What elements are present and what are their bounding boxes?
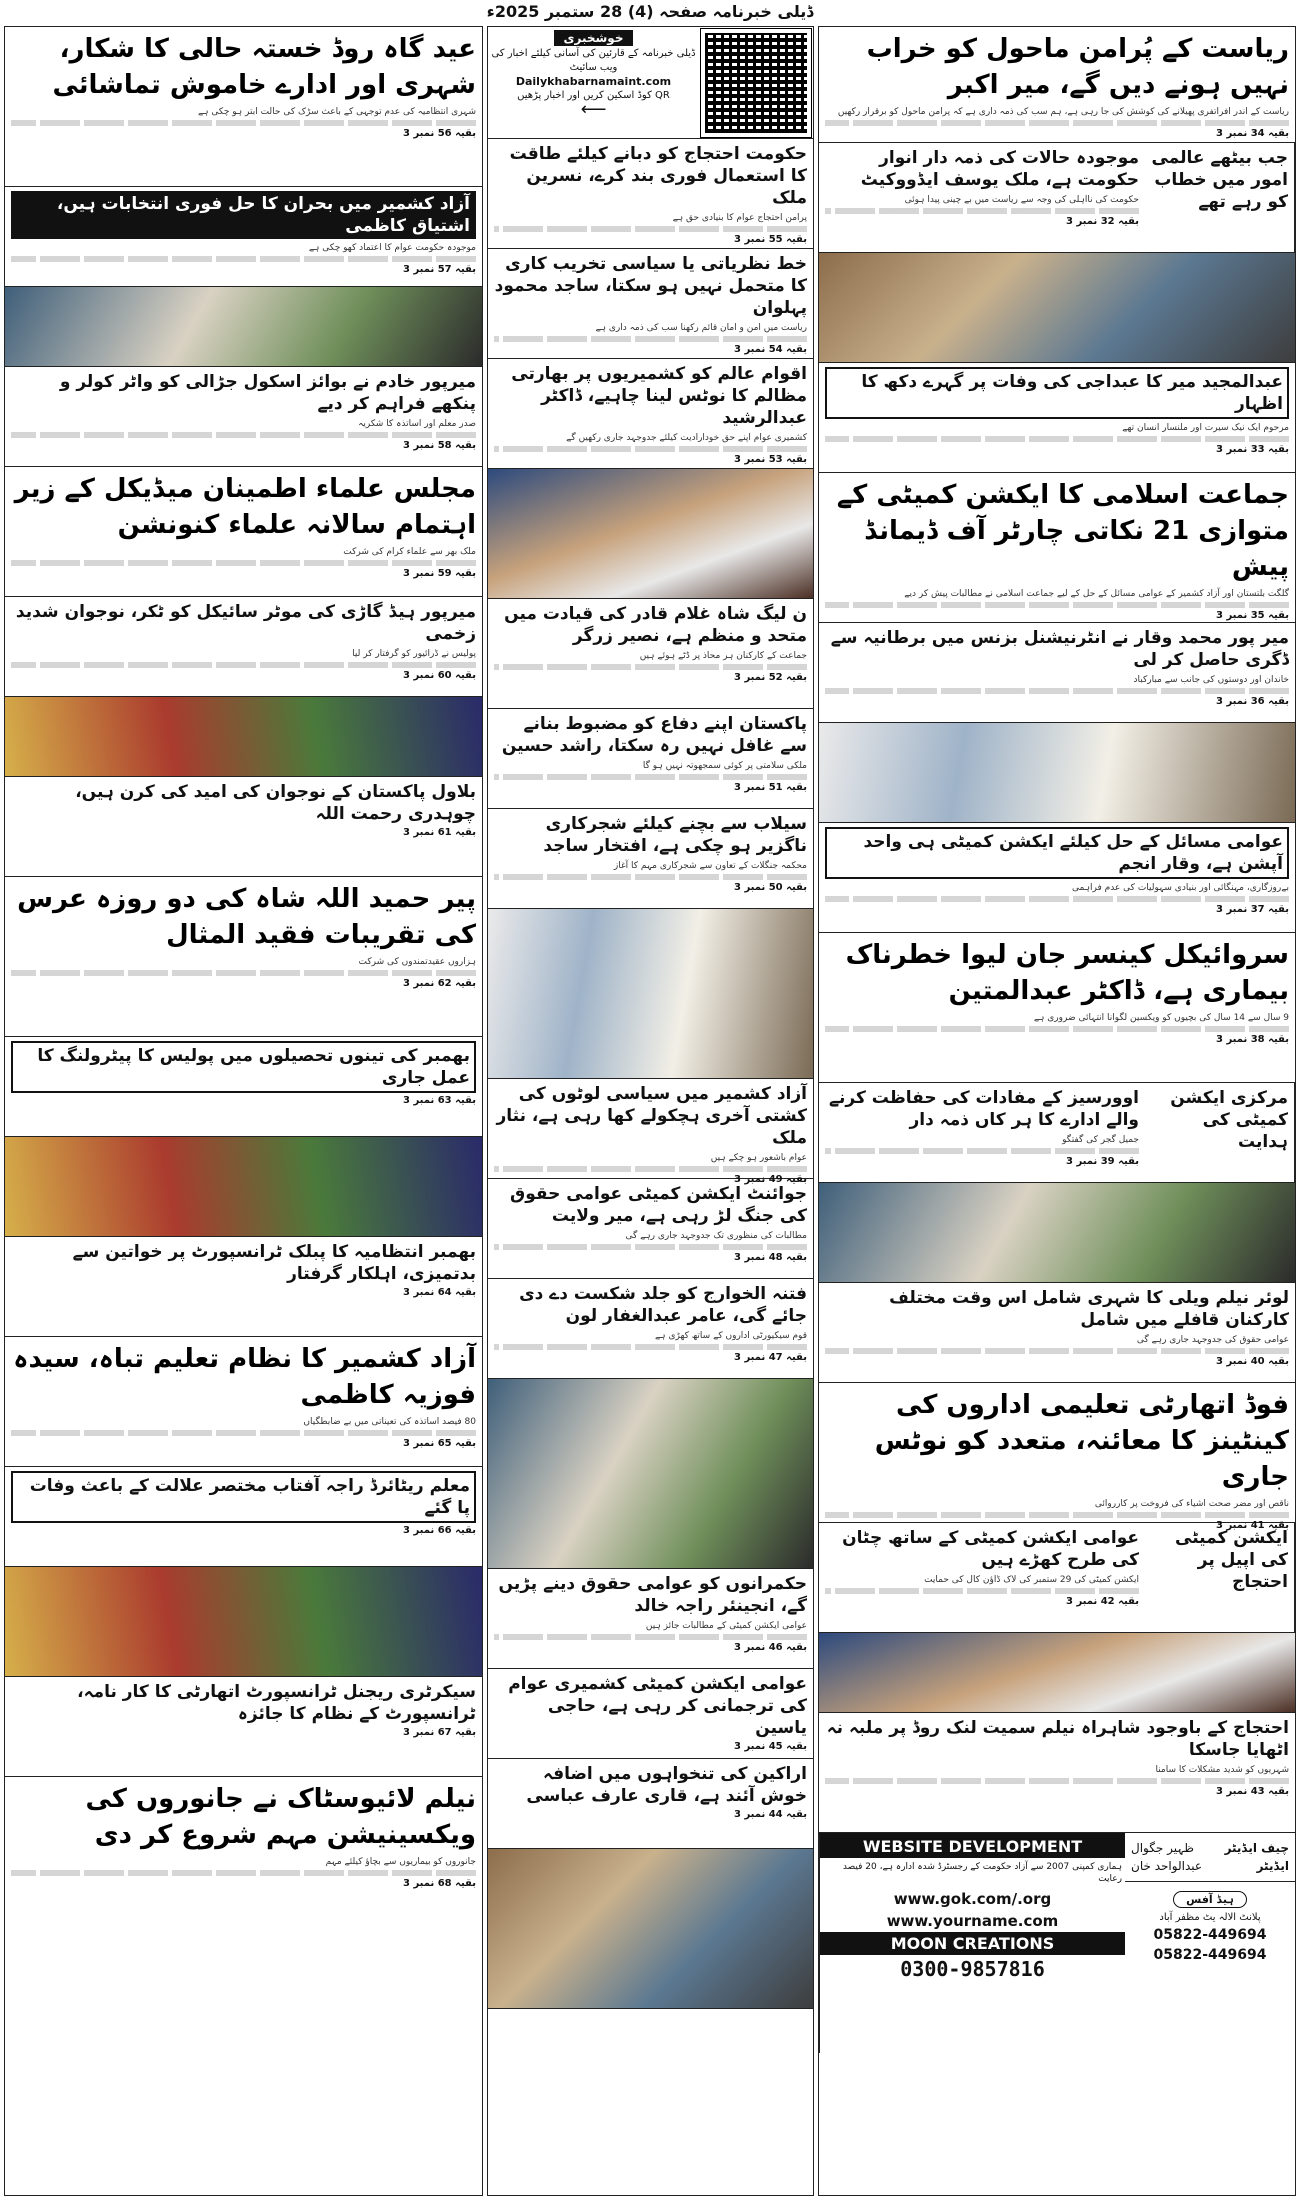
office-fax: 05822-449694 [1153,1947,1267,1963]
headline: جماعت اسلامی کا ایکشن کمیٹی کے متوازی 21 نکاتی چارٹر آف ڈیمانڈ پیش [836,480,1289,582]
ad-domain: www.gok.com/.org [893,1890,1052,1908]
middle-column [487,26,814,2196]
editor-label: ایڈیٹر [1256,1859,1289,1873]
ad-company: MOON CREATIONS [820,1932,1125,1955]
continued-note: بقیہ 39 نمبر 3 [1066,1156,1139,1167]
continued-note: بقیہ 43 نمبر 3 [1216,1786,1289,1797]
article-body: جمیل گجر کی گفتگو [825,1134,1139,1154]
website-ad [819,1833,1125,2053]
news-photo [5,1567,482,1677]
headline: ایکشن کمیٹی کی اپیل پر احتجاج [1175,1528,1288,1592]
article [819,1083,1145,1182]
continued-note: بقیہ 56 نمبر 3 [403,128,476,139]
article [488,1279,813,1379]
continued-note: بقیہ 45 نمبر 3 [734,1741,807,1752]
right-lead-article [819,27,1295,143]
article [488,249,813,359]
continued-note: بقیہ 36 نمبر 3 [1216,696,1289,707]
article-body: ملکی سلامتی پر کوئی سمجھوتہ نہیں ہو گا [494,760,807,780]
news-photo [488,1379,813,1569]
office-address: پلانٹ الالہ یٹ مظفر آباد [1159,1912,1261,1923]
continued-note: بقیہ 34 نمبر 3 [1216,128,1289,139]
article [488,1669,813,1759]
article [488,1569,813,1669]
headline: عوامی ایکشن کمیٹی کشمیری عوام کی ترجمانی کر رہی ہے، حاجی یاسین [508,1674,807,1738]
continued-note: بقیہ 52 نمبر 3 [734,672,807,683]
article-body: ایکشن کمیٹی کی 29 ستمبر کی لاک ڈاؤن کال کی حمایت [825,1574,1139,1594]
headline: بھمبر کی تینوں تحصیلوں میں پولیس کا پیٹرولنگ کا عمل جاری [11,1041,476,1093]
headline: فوڈ اتھارٹی تعلیمی اداروں کی کینٹینز کا معائنہ، متعدد کو نوٹس جاری [874,1390,1289,1492]
article-body: عوام باشعور ہو چکے ہیں [494,1152,807,1172]
continued-note: بقیہ 53 نمبر 3 [734,454,807,465]
article-body: موجودہ حکومت عوام کا اعتماد کھو چکی ہے [11,242,476,262]
right-split-3 [819,1523,1295,1633]
office-phone: 05822-449694 [1153,1927,1267,1943]
article [5,1467,482,1567]
article [5,1337,482,1467]
page-masthead: ڈیلی خبرنامہ صفحہ (4) 28 ستمبر 2025ء [486,2,814,21]
continued-note: بقیہ 32 نمبر 3 [1066,216,1139,227]
article [1145,1523,1295,1632]
article [5,367,482,467]
right-split-2 [819,1083,1295,1183]
headline: بھمبر انتظامیہ کا پبلک ٹرانسپورٹ پر خواتین سے بدتمیزی، اہلکار گرفتار [72,1242,476,1284]
article [488,1759,813,1849]
headline: احتجاج کے باوجود شاہراہ نیلم سمیت لنک روڈ پر ملبہ نہ اٹھایا جاسکا [826,1718,1289,1760]
headline: اراکین کی تنخواہوں میں اضافہ خوش آئند ہے، قاری عارف عباسی [526,1764,807,1806]
article [488,1079,813,1185]
article [5,777,482,877]
article-body: ناقص اور مضر صحت اشیاء کی فروخت پر کارروائی [825,1498,1289,1518]
continued-note: بقیہ 65 نمبر 3 [403,1438,476,1449]
continued-note: بقیہ 66 نمبر 3 [403,1525,476,1536]
article [5,1037,482,1137]
continued-note: بقیہ 48 نمبر 3 [734,1252,807,1263]
headline: نیلم لائیوسٹاک نے جانوروں کی ویکسینیشن مہم شروع کر دی [85,1784,476,1850]
qr-promo [488,27,813,139]
article-body: صدر معلم اور اساتذہ کا شکریہ [11,418,476,438]
article-body: ملک بھر سے علماء کرام کی شرکت [11,546,476,566]
article [488,709,813,809]
article [5,467,482,597]
headline: میرپور ہیڈ گاڑی کی موٹر سائیکل کو ٹکر، نوجوان شدید زخمی [15,602,476,644]
continued-note: بقیہ 60 نمبر 3 [403,670,476,681]
article [5,877,482,1037]
headline: ن لیگ شاہ غلام قادر کی قیادت میں متحد و منظم ہے، نصیر زرگر [504,604,807,646]
article-body: حکومت کی نااہلی کی وجہ سے ریاست میں بے چینی پیدا ہوئی [825,194,1139,214]
continued-note: بقیہ 41 نمبر 3 [1216,1520,1289,1531]
news-photo [819,253,1295,363]
continued-note: بقیہ 59 نمبر 3 [403,568,476,579]
news-photo [5,1137,482,1237]
qr-website[interactable]: Dailykhabarnamaint.com [515,75,672,88]
headline: پاکستان اپنے دفاع کو مضبوط بنانے سے غافل نہیں رہ سکتا، راشد حسین [501,714,807,756]
continued-note: بقیہ 37 نمبر 3 [1216,904,1289,915]
headline: پیر حمید اللہ شاہ کی دو روزہ عرس کی تقریبات فقید المثال [17,884,476,950]
continued-note: بقیہ 40 نمبر 3 [1216,1356,1289,1367]
article [488,139,813,249]
ad-phone: 0300-9857816 [900,1957,1045,1981]
chief-editor-label: چیف ایڈیٹر [1224,1841,1289,1855]
continued-note: بقیہ 57 نمبر 3 [403,264,476,275]
office-label: ہیڈ آفس [1173,1891,1247,1908]
continued-note: بقیہ 54 نمبر 3 [734,344,807,355]
left-lead-article [5,27,482,187]
headline: سیکرٹری ریجنل ٹرانسپورٹ اتھارٹی کا کار نامہ، ٹرانسپورٹ کے نظام کا جائزہ [77,1682,476,1724]
article-body: مطالبات کی منظوری تک جدوجہد جاری رہے گی [494,1230,807,1250]
article-body: جانوروں کو بیماریوں سے بچاؤ کیلئے مہم [11,1856,476,1876]
article-body: محکمہ جنگلات کے تعاون سے شجرکاری مہم کا آغاز [494,860,807,880]
article [819,143,1145,252]
article [819,1523,1145,1632]
headline: بلاول پاکستان کے نوجوان کی امید کی کرن ہیں، چوہدری رحمت اللہ [75,782,476,824]
continued-note: بقیہ 49 نمبر 3 [734,1174,807,1185]
article-body: خاندان اور دوستوں کی جانب سے مبارکباد [825,674,1289,694]
continued-note: بقیہ 38 نمبر 3 [1216,1034,1289,1045]
article [1145,1083,1295,1182]
continued-note: بقیہ 62 نمبر 3 [403,978,476,989]
article [1145,143,1295,252]
headline: آزاد کشمیر میں سیاسی لوٹوں کی کشتی آخری ہچکولے کھا رہی ہے، نثار ملک [496,1084,807,1148]
headline: خط نظریاتی یا سیاسی تخریب کاری کا متحمل نہیں ہو سکتا، ساجد محمود پہلوان [494,254,807,318]
headline: عوامی مسائل کے حل کیلئے ایکشن کمیٹی ہی واحد آپشن ہے، وقار انجم [825,827,1289,879]
news-photo [819,723,1295,823]
news-photo [488,909,813,1079]
headline: اوورسیز کے مفادات کی حفاظت کرنے والے ادارے کا ہر کاں ذمہ دار [829,1088,1139,1130]
lawyers-article [819,1283,1295,1383]
headline: میرپور خادم نے بوائز اسکول جڑالی کو واٹر کولر و پنکھے فراہم کر دیے [59,372,476,414]
qr-line-1: ڈیلی خبرنامہ کے قارئین کی آسانی کیلئے اخبار کی ویب سائیٹ [491,48,696,73]
article-body: گلگت بلتستان اور آزاد کشمیر کے عوامی مسائل کے حل کے لیے جماعت اسلامی نے مطالبات پیش کر دیے [825,588,1289,608]
headline: معلم ریٹائرڈ راجہ آفتاب مختصر علالت کے باعث وفات پا گئے [11,1471,476,1523]
qr-code-box [699,27,813,138]
continued-note: بقیہ 63 نمبر 3 [403,1095,476,1106]
right-split-1 [819,143,1295,253]
headline: عوامی ایکشن کمیٹی کے ساتھ چٹان کی طرح کھڑے ہیں [842,1528,1139,1570]
article-body: عوامی ایکشن کمیٹی کے مطالبات جائز ہیں [494,1620,807,1640]
news-photo [819,1183,1295,1283]
news-photo [488,1849,813,2009]
news-photo [5,287,482,367]
headline: حکومت احتجاج کو دبانے کیلئے طاقت کا استعمال فوری بند کرے، نسرین ملک [509,144,807,208]
editor-box [1125,1833,1295,2053]
qr-line-2: QR کوڈ اسکین کریں اور اخبار پڑھیں [517,90,670,101]
continued-note: بقیہ 33 نمبر 3 [1216,444,1289,455]
article-body: پرامن احتجاج عوام کا بنیادی حق ہے [494,212,807,232]
article-body: ہزاروں عقیدتمندوں کی شرکت [11,956,476,976]
cancer-article [819,933,1295,1083]
awami-article [819,823,1295,933]
qr-promo-text [488,27,699,138]
continued-note: بقیہ 47 نمبر 3 [734,1352,807,1363]
article [5,1237,482,1337]
right-column [818,26,1296,2196]
editor-credits [1125,1833,1295,1882]
headline: مجلس علماء اطمینان میڈیکل کے زیر اہتمام سالانہ علماء کنونشن [14,474,476,540]
continued-note: بقیہ 51 نمبر 3 [734,782,807,793]
headline: حکمرانوں کو عوامی حقوق دینے پڑیں گے، انجینئر راجہ خالد [498,1574,807,1616]
article [5,597,482,697]
article [488,809,813,909]
article-body: بےروزگاری، مہنگائی اور بنیادی سہولیات کی عدم فراہمی [825,882,1289,902]
headline: اقوام عالم کو کشمیریوں پر بھارتی مظالم کا نوٹس لینا چاہیے، ڈاکٹر عبدالرشید [511,364,807,428]
article-body: 9 سال سے 14 سال کی بچیوں کو ویکسین لگوانا انتہائی ضروری ہے [825,1012,1289,1032]
article-body: پولیس نے ڈرائیور کو گرفتار کر لیا [11,648,476,668]
article-body: ریاست کے اندر افراتفری پھیلانے کی کوشش کی جا رہی ہے، ہم سب کی ذمہ داری ہے کہ پرامن ماحول کو برقرار رکھیں [825,106,1289,126]
headline: آزاد کشمیر میں بحران کا حل فوری انتخابات ہیں، اشتیاق کاظمی [11,191,476,239]
continued-note: بقیہ 67 نمبر 3 [403,1727,476,1738]
news-photo [819,1633,1295,1713]
headline: سیلاب سے بچنے کیلئے شجرکاری ناگزیر ہو چکی ہے، افتخار ساجد [543,814,807,856]
headline: آزاد کشمیر کا نظام تعلیم تباہ، سیدہ فوزیہ کاظمی [13,1344,476,1410]
degree-article [819,623,1295,723]
article-body: ریاست میں امن و امان قائم رکھنا سب کی ذمہ داری ہے [494,322,807,342]
headline: عبدالمجید میر کا عبداجی کی وفات پر گہرے دکھ کا اظہار [825,367,1289,419]
continued-note: بقیہ 50 نمبر 3 [734,882,807,893]
article-body: عوامی حقوق کی جدوجہد جاری رہے گی [825,1334,1289,1354]
article-body: قوم سیکیورٹی اداروں کے ساتھ کھڑی ہے [494,1330,807,1350]
article-body: شہریوں کو شدید مشکلات کا سامنا [825,1764,1289,1784]
article-body: کشمیری عوام اپنے حق خودارادیت کیلئے جدوجہد جاری رکھیں گے [494,432,807,452]
article [488,599,813,709]
continued-note: بقیہ 42 نمبر 3 [1066,1596,1139,1607]
food-authority-article [819,1383,1295,1531]
article [488,359,813,469]
jamaat-article [819,473,1295,623]
continued-note: بقیہ 46 نمبر 3 [734,1642,807,1653]
headline: میر پور محمد وقار نے انٹرنیشنل بزنس میں برطانیہ سے ڈگری حاصل کر لی [830,628,1289,670]
headline: سروائیکل کینسر جان لیوا خطرناک بیماری ہے، ڈاکٹر عبدالمتین [845,940,1289,1006]
headline: جب بیٹھے عالمی امور میں خطاب کو رہے تھے [1151,148,1288,212]
continued-note: بقیہ 61 نمبر 3 [403,827,476,838]
good-news-label: خوشخبری [554,30,634,46]
article-body: شہری انتظامیہ کی عدم توجہی کے باعث سڑک کی حالت ابتر ہو چکی ہے [11,106,476,126]
qr-code-icon[interactable] [701,29,811,137]
continued-note: بقیہ 58 نمبر 3 [403,440,476,451]
ad-title: WEBSITE DEVELOPMENT [820,1835,1125,1858]
headline: ریاست کے پُرامن ماحول کو خراب نہیں ہونے دیں گے، میر اکبر [866,34,1289,100]
headline: عید گاہ روڈ خستہ حالی کا شکار، شہری اور ادارے خاموش تماشائی [52,34,476,100]
chief-editor-name: ظہیر جگوال [1131,1841,1194,1855]
protest-article [819,1713,1295,1833]
headline: موجودہ حالات کی ذمہ دار انوار حکومت ہے، ملک یوسف ایڈووکیٹ [860,148,1139,190]
article [488,1179,813,1279]
headline: مرکزی ایکشن کمیٹی کی ہدایت [1170,1088,1288,1152]
article [5,1777,482,1957]
continued-note: بقیہ 44 نمبر 3 [734,1809,807,1820]
continued-note: بقیہ 64 نمبر 3 [403,1287,476,1298]
article [5,1677,482,1777]
news-photo [5,697,482,777]
editor-name: عبدالواحد خان [1131,1859,1203,1873]
article-body: 80 فیصد اساتذہ کی تعیناتی میں بے ضابطگیاں [11,1416,476,1436]
continued-note: بقیہ 68 نمبر 3 [403,1878,476,1889]
article [5,187,482,287]
left-column [4,26,483,2196]
arrow-left-icon: ⟵ [580,99,607,120]
article-body: جماعت کے کارکنان ہر محاذ پر ڈٹے ہوئے ہیں [494,650,807,670]
head-office [1125,1882,1295,1969]
headline: لوئر نیلم ویلی کا شہری شامل اس وقت مختلف کارکنان قافلے میں شامل [889,1288,1289,1330]
article-body: مرحوم ایک نیک سیرت اور ملنسار انسان تھے [825,422,1289,442]
news-photo [488,469,813,599]
continued-note: بقیہ 35 نمبر 3 [1216,610,1289,621]
continued-note: بقیہ 55 نمبر 3 [734,234,807,245]
footer-area [819,1833,1295,2053]
headline: فتنہ الخوارج کو جلد شکست دے دی جائے گی، عامر عبدالغفار لون [519,1284,807,1326]
ad-site: www.yourname.com [886,1912,1059,1930]
headline: جوائنٹ ایکشن کمیٹی عوامی حقوق کی جنگ لڑ رہی ہے، میر ولایت [510,1184,807,1226]
obituary-article [819,363,1295,473]
ad-body: ہماری کمپنی 2007 سے آزاد حکومت کے رجسٹرڈ شدہ ادارہ ہے، 20 فیصد رعایت [842,1862,1122,1884]
